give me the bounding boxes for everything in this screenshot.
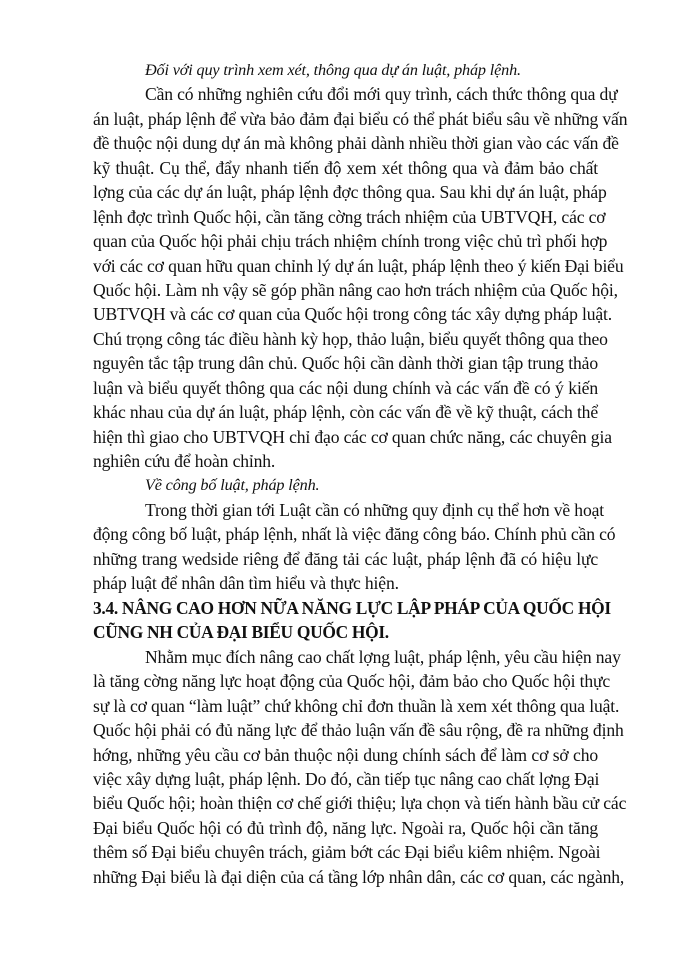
text-line: Trong thời gian tới Luật cần có những quy định cụ thể hơn về hoạt [145, 499, 605, 520]
text-line: lợng của các dự án luật, pháp lệnh đợc thông qua. Sau khi dự án luật, pháp [93, 182, 607, 203]
text-line: án luật, pháp lệnh để vừa bảo đảm đại biểu có thể phát biểu sâu về những vấn [93, 108, 628, 129]
text-line: Đại biểu Quốc hội có đủ trình độ, năng lực. Ngoài ra, Quốc hội cần tăng [93, 817, 598, 838]
text-line: lệnh đợc trình Quốc hội, cần tăng cờng trách nhiệm của UBTVQH, các cơ [93, 206, 606, 227]
text-line: khác nhau của dự án luật, pháp lệnh, còn các vấn đề về kỹ thuật, cách thể [93, 402, 598, 423]
paragraph-legislative-capacity [93, 645, 627, 889]
text-line: với các cơ quan hữu quan chỉnh lý dự án luật, pháp lệnh theo ý kiến Đại biểu [93, 255, 624, 276]
text-line: quan của Quốc hội phải chịu trách nhiệm chính trong việc chủ trì phối hợp [93, 231, 608, 252]
text-line: pháp luật để nhân dân tìm hiểu và thực hiện. [93, 573, 399, 594]
text-line: việc xây dựng luật, pháp lệnh. Do đó, cần tiếp tục nâng cao chất lợng Đại [93, 769, 600, 789]
text-line: những Đại biểu là đại diện của cá tầng lớp nhân dân, các cơ quan, các ngành, [93, 866, 625, 887]
text-line: UBTVQH và các cơ quan của Quốc hội trong công tác xây dựng pháp luật. [93, 304, 613, 325]
text-line: sự là cơ quan “làm luật” chứ không chỉ đơn thuần là xem xét thông qua luật. [93, 695, 620, 716]
text-line: Cần có những nghiên cứu đổi mới quy trình, cách thức thông qua dự [145, 84, 618, 105]
text-line: nghiên cứu để hoàn chỉnh. [93, 451, 276, 471]
section-heading-3-4 [93, 596, 611, 645]
text-line: những trang wedside riêng để đăng tải các luật, pháp lệnh đã có hiệu lực [93, 548, 598, 569]
subheading-promulgation: Về công bố luật, pháp lệnh. [145, 476, 320, 495]
text-line: hớng, những yêu cầu cơ bản thuộc nội dung chính sách để làm cơ sở cho [93, 744, 598, 765]
text-line: biểu Quốc hội; hoàn thiện cơ chế giới thiệu; lựa chọn và tiến hành bầu cử các [93, 793, 627, 814]
document-page [93, 58, 628, 889]
paragraph-review-process [93, 82, 628, 473]
paragraph-promulgation [93, 498, 616, 596]
section-heading-line: 3.4. NÂNG CAO HƠN NỮA NĂNG LỰC LẬP PHÁP CỦA QUỐC HỘI [93, 597, 611, 618]
text-line: đề thuộc nội dung dự án mà không phải dành nhiều thời gian vào các vấn đề [93, 133, 619, 154]
text-line: Nhằm mục đích nâng cao chất lợng luật, pháp lệnh, yêu cầu hiện nay [145, 646, 621, 667]
text-line: hiện thì giao cho UBTVQH chỉ đạo các cơ quan chức năng, các chuyên gia [93, 426, 612, 447]
text-line: Quốc hội phải có đủ năng lực để thảo luận vấn đề sâu rộng, đề ra những định [93, 720, 624, 741]
text-line: Quốc hội. Làm nh vậy sẽ góp phần nâng cao hơn trách nhiệm của Quốc hội, [93, 279, 618, 300]
text-line: động công bố luật, pháp lệnh, nhất là việc đăng công báo. Chính phủ cần có [93, 524, 616, 545]
text-line: Chú trọng công tác điều hành kỳ họp, thảo luận, biểu quyết thông qua theo [93, 328, 608, 349]
section-heading-line: CŨNG NH CỦA ĐẠI BIỂU QUỐC HỘI. [93, 622, 389, 643]
text-line: thêm số Đại biểu chuyên trách, giảm bớt các Đại biểu kiêm nhiệm. Ngoài [93, 842, 601, 863]
text-line: nguyên tắc tập trung dân chủ. Quốc hội cần dành thời gian tập trung thảo [93, 353, 598, 374]
subheading-review-process: Đối với quy trình xem xét, thông qua dự án luật, pháp lệnh. [145, 61, 521, 79]
text-line: là tăng cờng năng lực hoạt động của Quốc hội, đảm bảo cho Quốc hội thực [93, 671, 611, 692]
text-line: luận và biểu quyết thông qua các nội dung chính và các vấn đề có ý kiến [93, 377, 598, 398]
text-line: kỹ thuật. Cụ thể, đẩy nhanh tiến độ xem xét thông qua và đảm bảo chất [93, 157, 598, 178]
